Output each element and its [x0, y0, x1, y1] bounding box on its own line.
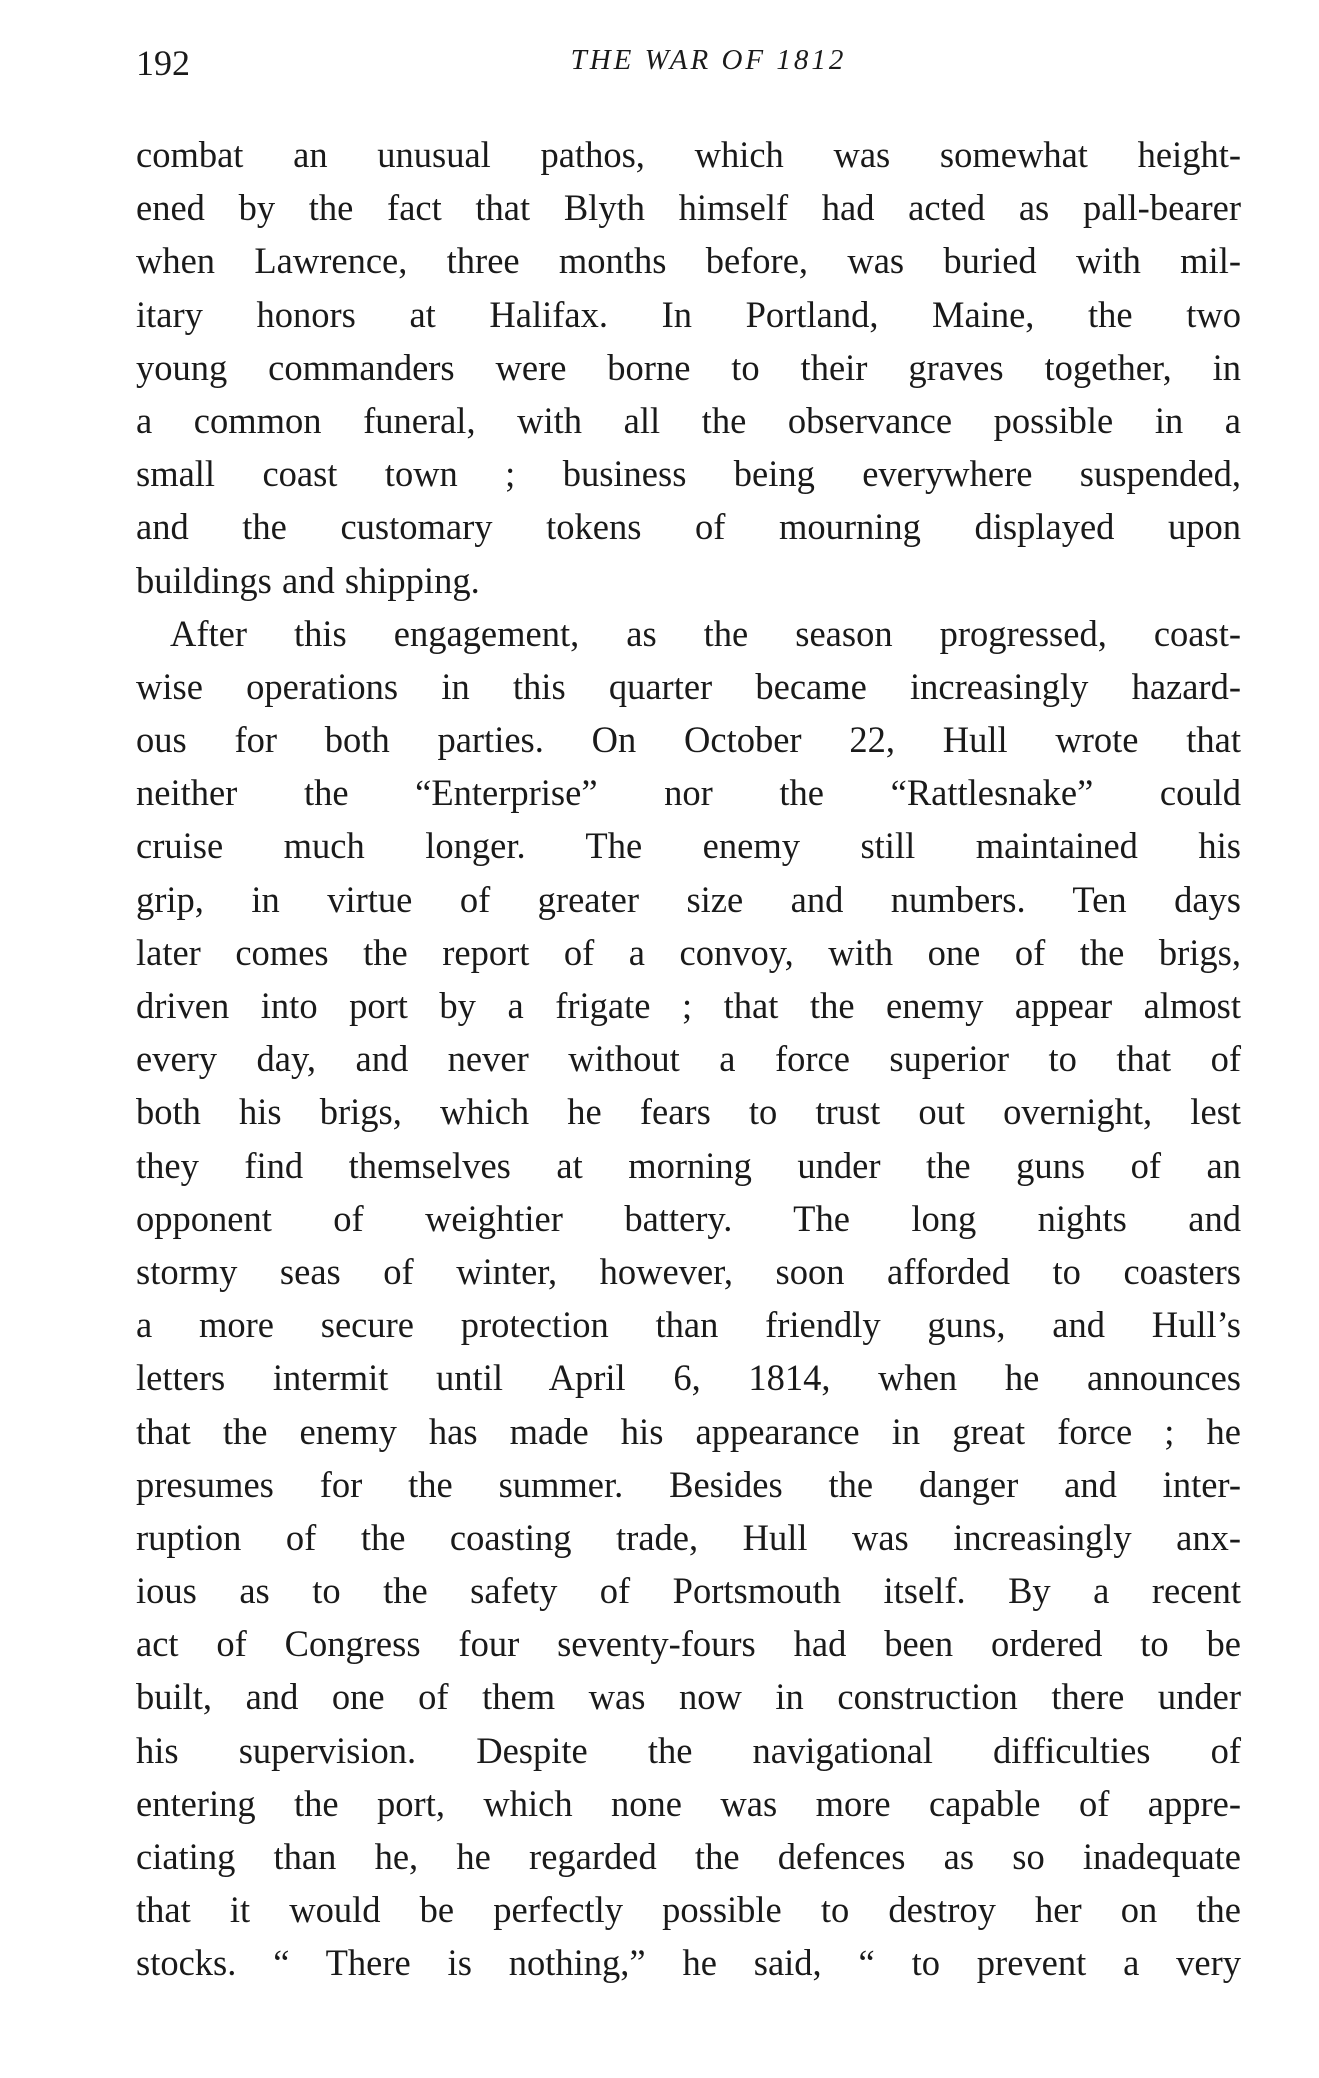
text-line: itary honors at Halifax. In Portland, Maine, the two [136, 293, 1241, 335]
text-line: driven into port by a frigate ; that the enemy appear almost [136, 985, 1241, 1026]
text-line: a common funeral, with all the observance possible in a [136, 399, 1241, 441]
text-line: his supervision. Despite the navigational difficulties of [136, 1729, 1241, 1771]
text-line: both his brigs, which he fears to trust out overnight, lest [136, 1091, 1241, 1133]
text-line: opponent of weightier battery. The long nights and [136, 1197, 1241, 1239]
text-line: ous for both parties. On October 22, Hull wrote that [136, 719, 1241, 761]
text-line: when Lawrence, three months before, was buried with mil- [136, 240, 1241, 282]
text-line: cruise much longer. The enemy still maintained his [136, 825, 1241, 867]
body-text [136, 128, 1241, 1990]
running-title: THE WAR OF 1812 [570, 44, 847, 76]
text-line: buildings and shipping. [136, 559, 480, 601]
text-line: grip, in virtue of greater size and numbers. Ten days [136, 878, 1241, 920]
text-line: ruption of the coasting trade, Hull was increasingly anx- [136, 1516, 1241, 1558]
text-line: later comes the report of a convoy, with one of the brigs, [136, 931, 1241, 973]
paragraph [136, 607, 1241, 1990]
text-line: a more secure protection than friendly guns, and Hull’s [136, 1304, 1241, 1346]
text-line: letters intermit until April 6, 1814, when he announces [136, 1357, 1241, 1399]
text-line: combat an unusual pathos, which was somewhat height- [136, 134, 1241, 175]
text-line: presumes for the summer. Besides the danger and inter- [136, 1463, 1241, 1505]
text-line: entering the port, which none was more capable of appre- [136, 1782, 1241, 1824]
text-line: they find themselves at morning under the guns of an [136, 1144, 1241, 1186]
text-line: ciating than he, he regarded the defences as so inadequate [136, 1836, 1241, 1877]
text-line: and the customary tokens of mourning displayed upon [136, 506, 1241, 548]
text-line: ious as to the safety of Portsmouth itself. By a recent [136, 1570, 1241, 1612]
text-line: stormy seas of winter, however, soon afforded to coasters [136, 1250, 1241, 1292]
text-line: that the enemy has made his appearance in great force ; he [136, 1410, 1241, 1452]
text-line: young commanders were borne to their graves together, in [136, 346, 1241, 388]
paragraph [136, 128, 1241, 607]
text-line: built, and one of them was now in construction there under [136, 1676, 1241, 1718]
text-line: neither the “Enterprise” nor the “Rattlesnake” could [136, 772, 1241, 814]
text-line: small coast town ; business being everywhere suspended, [136, 453, 1241, 495]
page-number: 192 [136, 43, 190, 83]
text-line: that it would be perfectly possible to destroy her on the [136, 1889, 1241, 1931]
page-header [136, 42, 1241, 92]
text-line: After this engagement, as the season progressed, coast- [170, 612, 1241, 654]
text-line: wise operations in this quarter became increasingly hazard- [136, 665, 1241, 707]
text-line: every day, and never without a force superior to that of [136, 1038, 1241, 1080]
text-line: act of Congress four seventy-fours had been ordered to be [136, 1623, 1241, 1665]
text-line: ened by the fact that Blyth himself had acted as pall-bearer [136, 187, 1241, 229]
text-line: stocks. “ There is nothing,” he said, “ to prevent a very [136, 1942, 1241, 1984]
